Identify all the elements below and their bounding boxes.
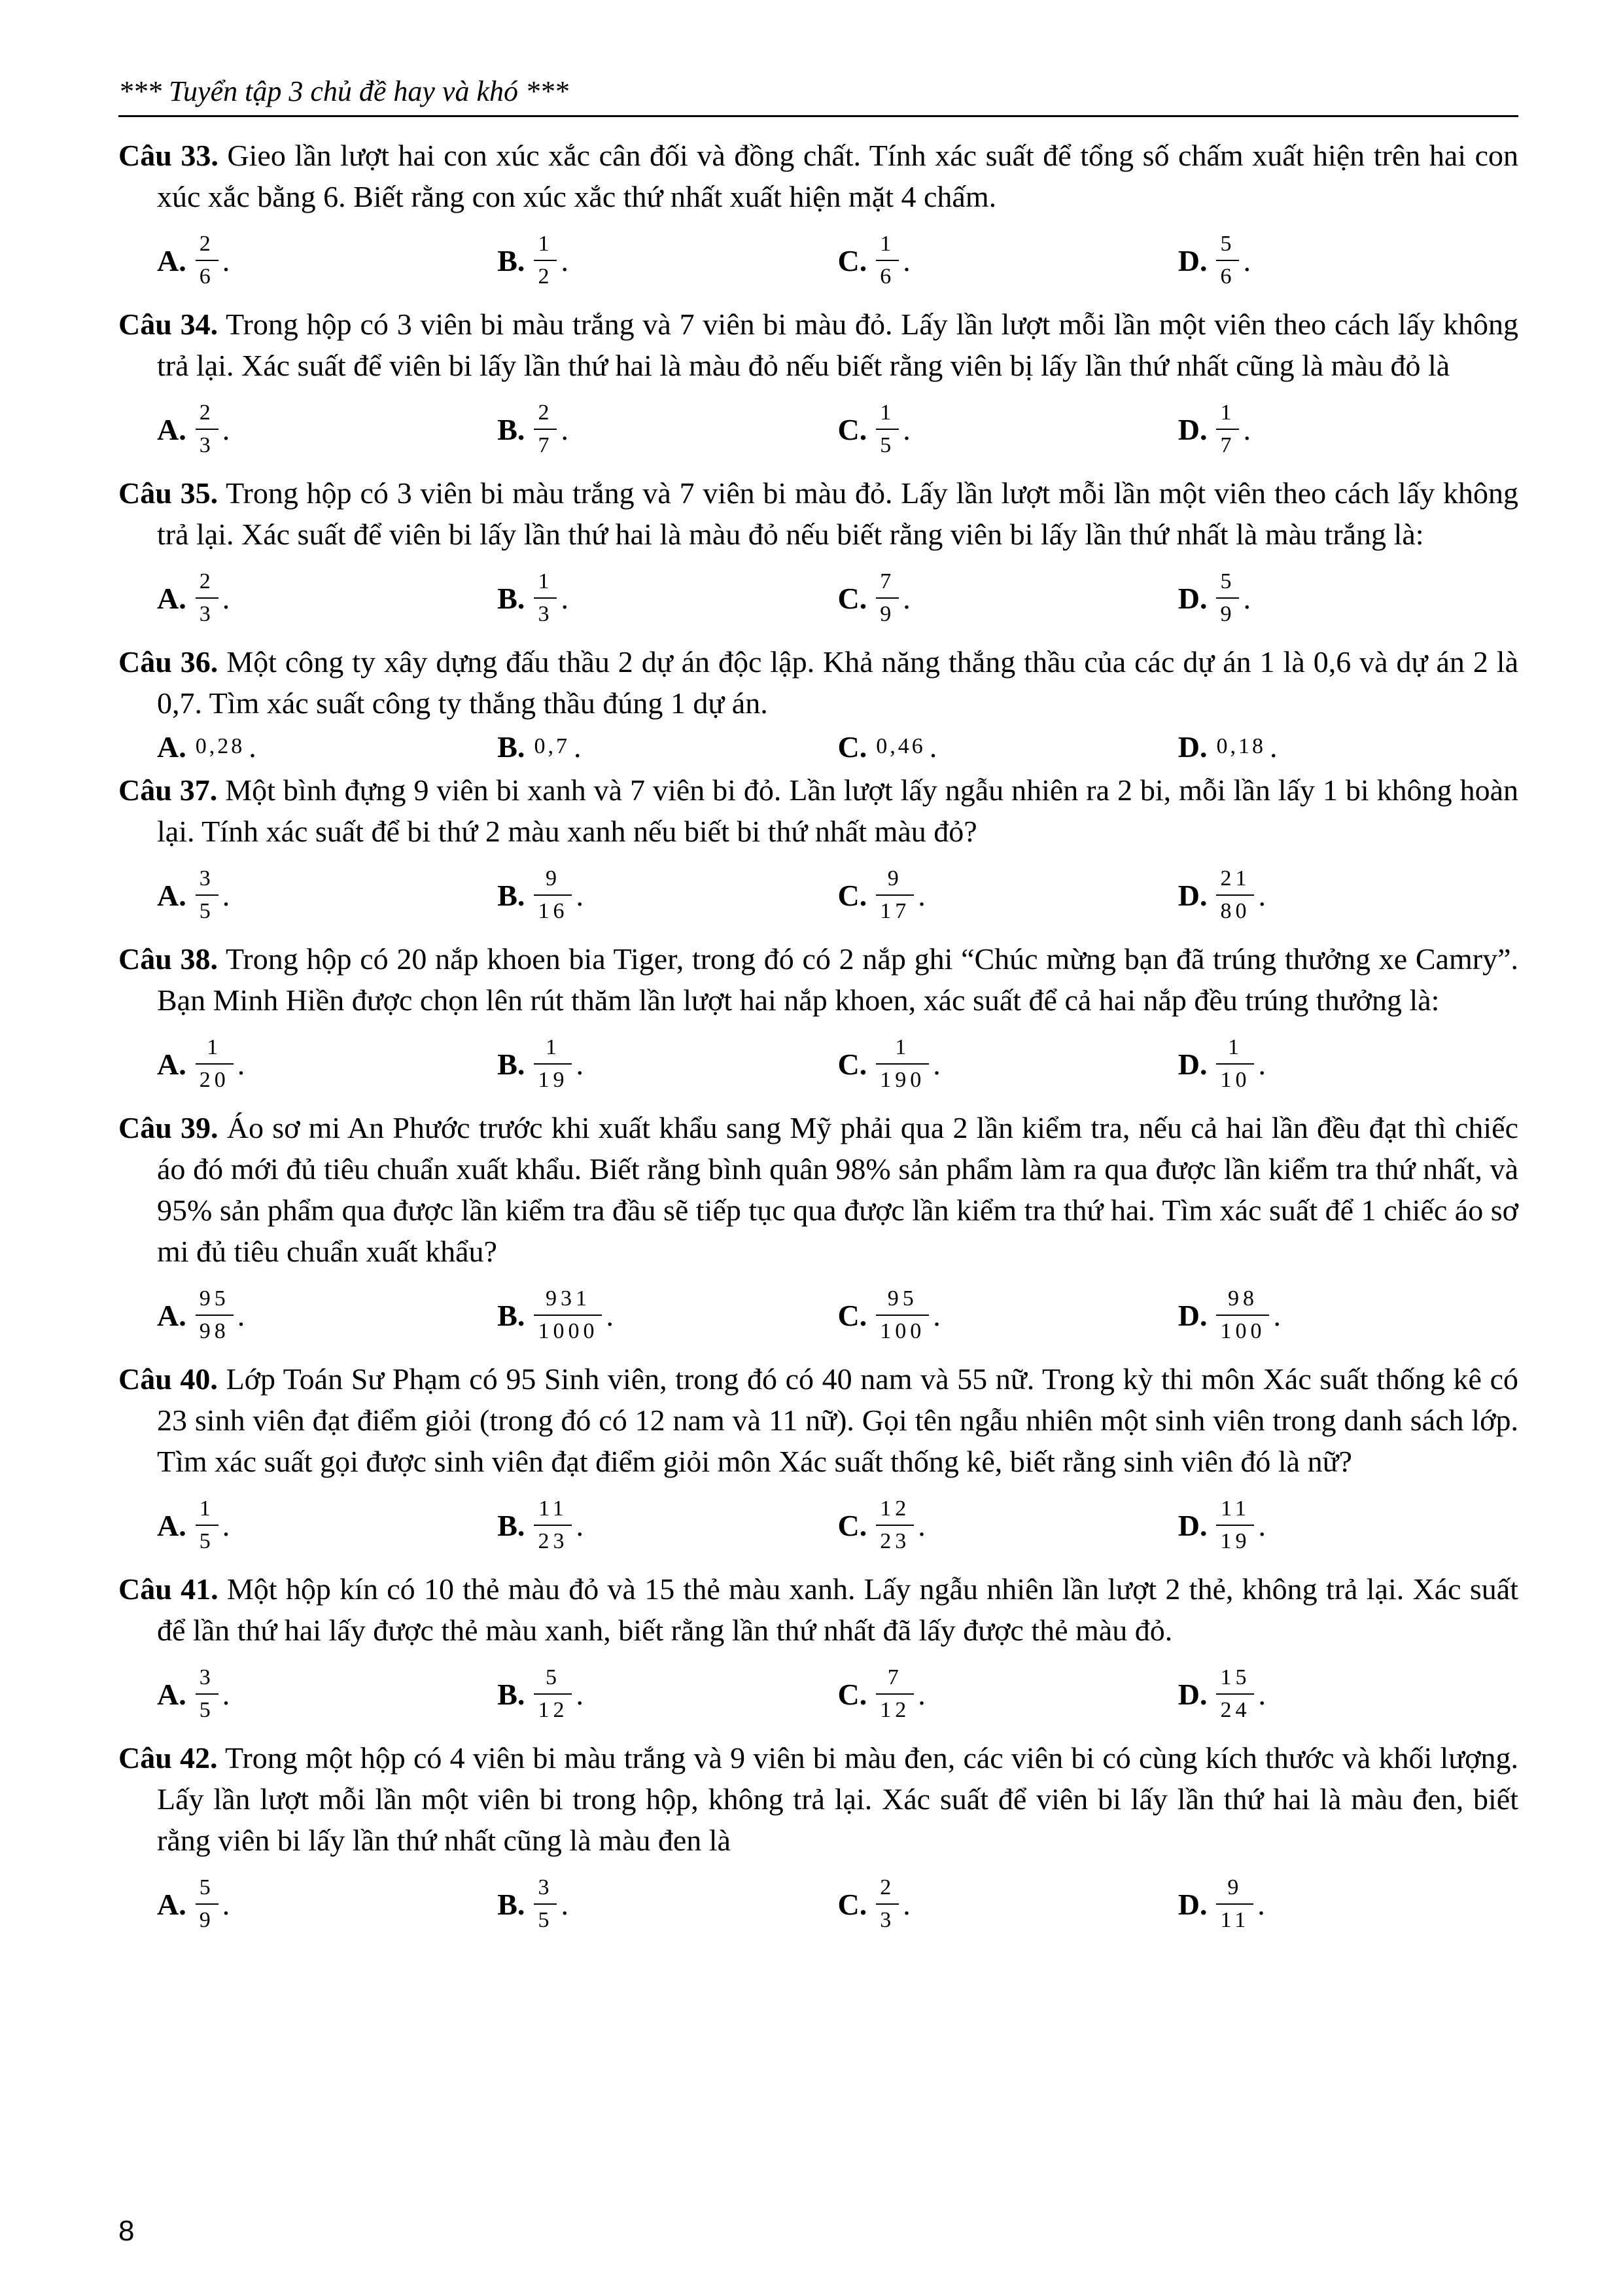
question-label: Câu 39. xyxy=(118,1111,218,1144)
fraction xyxy=(876,866,914,925)
option-end-mark: . xyxy=(561,581,568,615)
option-end-mark: . xyxy=(576,1047,584,1081)
fraction-denominator: 7 xyxy=(534,429,557,459)
option-end-mark: . xyxy=(222,243,230,277)
fraction-numerator: 5 xyxy=(199,1875,215,1899)
answer-option xyxy=(157,1875,497,1934)
option-end-mark: . xyxy=(222,581,230,615)
question-text xyxy=(118,472,1518,555)
question-label: Câu 37. xyxy=(118,773,218,807)
option-letter: B. xyxy=(497,412,525,446)
option-end-mark: . xyxy=(929,730,937,764)
fraction-numerator: 21 xyxy=(1220,866,1251,891)
answer-options xyxy=(118,1651,1518,1737)
fraction-denominator: 5 xyxy=(196,1693,218,1723)
fraction-denominator: 6 xyxy=(876,260,899,290)
question-label: Câu 35. xyxy=(118,476,218,510)
question-block xyxy=(118,938,1518,1107)
fraction-denominator: 190 xyxy=(876,1063,929,1093)
fraction-numerator: 1 xyxy=(538,232,553,256)
answer-options xyxy=(118,386,1518,472)
fraction-denominator: 2 xyxy=(534,260,557,290)
fraction-numerator: 1 xyxy=(545,1035,561,1059)
question-label: Câu 42. xyxy=(118,1741,218,1775)
fraction xyxy=(1216,1034,1254,1093)
option-letter: B. xyxy=(497,243,525,277)
fraction-numerator: 5 xyxy=(1220,569,1236,593)
question-body: Gieo lần lượt hai con xúc xắc cân đối và đồng chất. Tính xác suất để tổng số chấm xuất hiện trên hai con xúc xắc bằng 6. Biết rằng con xúc xắc thứ nhất xuất hiện mặt 4 chấm. xyxy=(157,139,1518,213)
option-letter: B. xyxy=(497,878,525,912)
option-letter: A. xyxy=(157,1508,186,1542)
option-end-mark: . xyxy=(237,1298,245,1332)
fraction-numerator: 1 xyxy=(207,1035,222,1059)
fraction xyxy=(196,1665,218,1723)
option-letter: B. xyxy=(497,1677,525,1711)
option-end-mark: . xyxy=(222,412,230,446)
fraction-numerator: 2 xyxy=(199,569,215,593)
option-letter: C. xyxy=(837,581,867,615)
option-end-mark: . xyxy=(561,412,568,446)
question-text xyxy=(118,641,1518,724)
option-letter: A. xyxy=(157,412,186,446)
question-label: Câu 36. xyxy=(118,645,218,679)
option-letter: B. xyxy=(497,1508,525,1542)
fraction-numerator: 931 xyxy=(545,1286,591,1311)
fraction-denominator: 3 xyxy=(534,597,557,627)
question-body: Một hộp kín có 10 thẻ màu đỏ và 15 thẻ màu xanh. Lấy ngẫu nhiên lần lượt 2 thẻ, không trả lại. Xác suất để lần thứ hai lấy được thẻ màu xanh, biết rằng lần thứ nhất đã lấy được thẻ màu đỏ. xyxy=(157,1572,1518,1647)
option-end-mark: . xyxy=(573,730,582,764)
answer-option xyxy=(838,1286,1178,1345)
fraction xyxy=(876,1286,929,1345)
option-end-mark: . xyxy=(237,1047,245,1081)
fraction xyxy=(196,231,218,290)
fraction-denominator: 98 xyxy=(196,1315,234,1345)
option-end-mark: . xyxy=(1243,412,1251,446)
fraction-numerator: 2 xyxy=(538,400,553,425)
option-end-mark: . xyxy=(1273,1298,1281,1332)
fraction-numerator: 1 xyxy=(880,232,896,256)
fraction-numerator: 1 xyxy=(1227,1035,1243,1059)
fraction-numerator: 15 xyxy=(1220,1665,1251,1689)
fraction-numerator: 95 xyxy=(887,1286,918,1311)
fraction xyxy=(1216,1496,1254,1555)
answer-option xyxy=(497,231,837,290)
answer-option xyxy=(838,1496,1178,1555)
answer-option xyxy=(1178,866,1518,925)
option-end-mark: . xyxy=(1258,1677,1266,1711)
option-end-mark: . xyxy=(1258,1047,1266,1081)
fraction-numerator: 9 xyxy=(1227,1875,1243,1899)
option-end-mark: . xyxy=(1258,878,1266,912)
fraction xyxy=(876,1496,914,1555)
fraction-denominator: 5 xyxy=(534,1903,557,1934)
question-text xyxy=(118,1737,1518,1861)
fraction xyxy=(1216,400,1239,459)
fraction-denominator: 5 xyxy=(876,429,899,459)
answer-option xyxy=(157,1034,497,1093)
fraction xyxy=(876,1875,899,1934)
answer-option xyxy=(157,231,497,290)
fraction-numerator: 3 xyxy=(199,1665,215,1689)
option-letter: C. xyxy=(837,730,867,764)
fraction-numerator: 5 xyxy=(545,1665,561,1689)
fraction-denominator: 80 xyxy=(1216,894,1254,925)
answer-options xyxy=(118,1482,1518,1568)
option-end-mark: . xyxy=(1258,1508,1266,1542)
fraction-numerator: 1 xyxy=(1220,400,1236,425)
fraction-numerator: 5 xyxy=(1220,232,1236,256)
fraction xyxy=(1216,569,1239,627)
fraction xyxy=(1216,1875,1253,1934)
fraction-numerator: 1 xyxy=(880,400,896,425)
option-end-mark: . xyxy=(249,730,256,764)
fraction-denominator: 19 xyxy=(1216,1525,1254,1555)
fraction-denominator: 16 xyxy=(534,894,572,925)
option-letter: D. xyxy=(1178,878,1208,912)
fraction xyxy=(876,569,899,627)
option-letter: B. xyxy=(497,581,525,615)
question-body: Một công ty xây dựng đấu thầu 2 dự án độc lập. Khả năng thắng thầu của các dự án 1 là 0,6 và dự án 2 là 0,7. Tìm xác suất công ty thắng thầu đúng 1 dự án. xyxy=(157,645,1518,720)
fraction-numerator: 1 xyxy=(538,569,553,593)
question-block xyxy=(118,641,1518,769)
answer-option xyxy=(157,1665,497,1723)
option-letter: A. xyxy=(157,878,186,912)
option-end-mark: . xyxy=(933,1047,941,1081)
option-letter: A. xyxy=(157,581,186,615)
fraction-denominator: 9 xyxy=(1216,597,1239,627)
fraction-denominator: 6 xyxy=(1216,260,1239,290)
question-label: Câu 34. xyxy=(118,308,218,341)
answer-option xyxy=(1178,1875,1518,1934)
option-letter: C. xyxy=(837,1508,867,1542)
question-text xyxy=(118,1358,1518,1482)
option-letter: D. xyxy=(1178,730,1208,764)
question-body: Trong hộp có 3 viên bi màu trắng và 7 viên bi màu đỏ. Lấy lần lượt mỗi lần một viên theo cách lấy không trả lại. Xác suất để viên bi lấy lần thứ hai là màu đỏ nếu biết rằng viên bị lấy lần thứ nhất cũng là màu đỏ là xyxy=(157,308,1518,382)
answer-option xyxy=(1178,1496,1518,1555)
answer-option xyxy=(497,1665,837,1723)
answer-option xyxy=(497,1875,837,1934)
answer-option xyxy=(497,400,837,459)
fraction-numerator: 1 xyxy=(895,1035,911,1059)
answer-option xyxy=(497,730,837,764)
answer-option xyxy=(1178,1665,1518,1723)
option-letter: A. xyxy=(157,1298,186,1332)
option-end-mark: . xyxy=(1269,730,1278,764)
fraction-numerator: 9 xyxy=(545,866,561,891)
question-text xyxy=(118,304,1518,386)
option-letter: D. xyxy=(1178,1887,1208,1921)
option-letter: D. xyxy=(1178,581,1208,615)
option-letter: D. xyxy=(1178,243,1208,277)
question-label: Câu 33. xyxy=(118,139,218,172)
option-end-mark: . xyxy=(576,1508,584,1542)
question-body: Một bình đựng 9 viên bi xanh và 7 viên bi đỏ. Lần lượt lấy ngẫu nhiên ra 2 bi, mỗi lần lấy 1 bi không hoàn lại. Tính xác suất để bi thứ 2 màu xanh nếu biết bi thứ nhất màu đỏ? xyxy=(157,773,1518,848)
fraction-denominator: 3 xyxy=(196,597,218,627)
fraction-numerator: 11 xyxy=(1221,1496,1250,1521)
question-block xyxy=(118,769,1518,938)
option-letter: C. xyxy=(837,412,867,446)
option-letter: A. xyxy=(157,1677,186,1711)
fraction-numerator: 11 xyxy=(538,1496,568,1521)
answer-options xyxy=(118,852,1518,938)
fraction-numerator: 2 xyxy=(199,232,215,256)
option-letter: C. xyxy=(837,1047,867,1081)
fraction-denominator: 10 xyxy=(1216,1063,1254,1093)
answer-option xyxy=(838,1875,1178,1934)
answer-options xyxy=(118,1272,1518,1358)
question-text xyxy=(118,1107,1518,1272)
page-number: 8 xyxy=(118,2215,135,2247)
question-list xyxy=(118,135,1518,1947)
fraction xyxy=(876,1665,914,1723)
question-label: Câu 38. xyxy=(118,942,218,976)
option-end-mark: . xyxy=(606,1298,614,1332)
question-block xyxy=(118,1358,1518,1568)
fraction-numerator: 3 xyxy=(199,866,215,891)
fraction-denominator: 5 xyxy=(196,894,218,925)
option-letter: B. xyxy=(497,1887,525,1921)
fraction-numerator: 7 xyxy=(887,1665,903,1689)
option-letter: A. xyxy=(157,1047,186,1081)
option-end-mark: . xyxy=(933,1298,941,1332)
answer-option xyxy=(1178,569,1518,627)
fraction xyxy=(534,866,572,925)
answer-option xyxy=(157,1496,497,1555)
fraction xyxy=(196,400,218,459)
question-text xyxy=(118,938,1518,1021)
option-end-mark: . xyxy=(903,1887,911,1921)
option-value: 0,28 xyxy=(195,734,245,758)
fraction-numerator: 3 xyxy=(538,1875,553,1899)
fraction xyxy=(196,1875,218,1934)
question-text xyxy=(118,135,1518,217)
fraction-denominator: 3 xyxy=(876,1903,899,1934)
question-body: Lớp Toán Sư Phạm có 95 Sinh viên, trong đó có 40 nam và 55 nữ. Trong kỳ thi môn Xác suất thống kê có 23 sinh viên đạt điểm giỏi (trong đó có 12 nam và 11 nữ). Gọi tên ngẫu nhiên một sinh viên trong danh sách lớp. Tìm xác suất gọi được sinh viên đạt điểm giỏi môn Xác suất thống kê, biết rằng sinh viên đó là nữ? xyxy=(157,1362,1518,1478)
option-end-mark: . xyxy=(222,1887,230,1921)
option-letter: C. xyxy=(837,878,867,912)
answer-option xyxy=(157,569,497,627)
option-letter: C. xyxy=(837,243,867,277)
fraction xyxy=(534,400,557,459)
fraction-numerator: 98 xyxy=(1227,1286,1258,1311)
option-letter: C. xyxy=(837,1887,867,1921)
fraction-denominator: 6 xyxy=(196,260,218,290)
question-block xyxy=(118,472,1518,641)
answer-option xyxy=(157,1286,497,1345)
option-end-mark: . xyxy=(903,581,911,615)
answer-option xyxy=(1178,730,1518,764)
question-block xyxy=(118,1737,1518,1947)
fraction xyxy=(196,1034,234,1093)
option-letter: C. xyxy=(837,1298,867,1332)
fraction-denominator: 12 xyxy=(534,1693,572,1723)
answer-option xyxy=(497,569,837,627)
fraction-denominator: 100 xyxy=(1216,1315,1269,1345)
fraction xyxy=(534,569,557,627)
option-end-mark: . xyxy=(222,1677,230,1711)
fraction-denominator: 100 xyxy=(876,1315,929,1345)
option-letter: D. xyxy=(1178,1047,1208,1081)
question-text xyxy=(118,1568,1518,1651)
option-end-mark: . xyxy=(561,243,568,277)
fraction xyxy=(1216,231,1239,290)
question-block xyxy=(118,1568,1518,1737)
fraction-denominator: 5 xyxy=(196,1525,218,1555)
answer-option xyxy=(1178,1286,1518,1345)
answer-option xyxy=(497,1496,837,1555)
answer-option xyxy=(1178,1034,1518,1093)
option-letter: D. xyxy=(1178,1677,1208,1711)
fraction-denominator: 12 xyxy=(876,1693,914,1723)
option-end-mark: . xyxy=(903,243,911,277)
fraction xyxy=(196,1286,234,1345)
option-end-mark: . xyxy=(1243,581,1251,615)
answer-option xyxy=(838,730,1178,764)
fraction xyxy=(196,569,218,627)
option-letter: B. xyxy=(497,1298,525,1332)
option-end-mark: . xyxy=(576,1677,584,1711)
question-block xyxy=(118,1107,1518,1358)
fraction-numerator: 2 xyxy=(880,1875,896,1899)
answer-option xyxy=(157,400,497,459)
fraction xyxy=(534,231,557,290)
answer-option xyxy=(1178,231,1518,290)
fraction xyxy=(534,1034,572,1093)
question-body: Trong hộp có 3 viên bi màu trắng và 7 viên bi màu đỏ. Lấy lần lượt mỗi lần một viên theo cách lấy không trả lại. Xác suất để viên bi lấy lần thứ hai là màu đỏ nếu biết rằng viên bi lấy lần thứ nhất là màu trắng là: xyxy=(157,476,1518,551)
answer-options xyxy=(118,1861,1518,1947)
option-letter: A. xyxy=(157,243,186,277)
option-end-mark: . xyxy=(903,412,911,446)
question-block xyxy=(118,304,1518,472)
fraction-denominator: 23 xyxy=(534,1525,572,1555)
question-text xyxy=(118,769,1518,852)
answer-option xyxy=(157,866,497,925)
fraction-denominator: 24 xyxy=(1216,1693,1254,1723)
fraction-numerator: 9 xyxy=(887,866,903,891)
option-letter: D. xyxy=(1178,1298,1208,1332)
question-body: Trong một hộp có 4 viên bi màu trắng và 9 viên bi màu đen, các viên bi có cùng kích thước và khối lượng. Lấy lần lượt mỗi lần một viên bi trong hộp, không trả lại. Xác suất để viên bi lấy lần thứ hai là màu đen, biết rằng viên bi lấy lần thứ nhất cũng là màu đen là xyxy=(157,1741,1518,1857)
answer-option xyxy=(157,730,497,764)
fraction-denominator: 11 xyxy=(1216,1903,1253,1934)
option-end-mark: . xyxy=(1243,243,1251,277)
fraction xyxy=(876,1034,929,1093)
option-end-mark: . xyxy=(222,1508,230,1542)
fraction xyxy=(534,1286,602,1345)
option-letter: A. xyxy=(157,1887,186,1921)
answer-options xyxy=(118,555,1518,641)
page-header: *** Tuyển tập 3 chủ đề hay và khó *** xyxy=(118,73,1518,117)
fraction xyxy=(1216,1665,1254,1723)
answer-options xyxy=(118,724,1518,769)
fraction xyxy=(534,1496,572,1555)
option-letter: D. xyxy=(1178,412,1208,446)
option-value: 0,7 xyxy=(534,734,570,758)
fraction xyxy=(534,1665,572,1723)
option-value: 0,18 xyxy=(1216,734,1266,758)
fraction-denominator: 20 xyxy=(196,1063,234,1093)
fraction-numerator: 95 xyxy=(199,1286,230,1311)
option-end-mark: . xyxy=(918,1677,926,1711)
option-letter: B. xyxy=(497,730,525,764)
option-letter: C. xyxy=(837,1677,867,1711)
question-label: Câu 40. xyxy=(118,1362,218,1396)
fraction-numerator: 7 xyxy=(880,569,896,593)
answer-option xyxy=(497,866,837,925)
answer-option xyxy=(838,569,1178,627)
fraction xyxy=(196,866,218,925)
answer-option xyxy=(838,1665,1178,1723)
fraction-numerator: 2 xyxy=(199,400,215,425)
question-block xyxy=(118,135,1518,304)
option-end-mark: . xyxy=(918,878,926,912)
answer-option xyxy=(1178,400,1518,459)
fraction-numerator: 1 xyxy=(199,1496,215,1521)
fraction-denominator: 9 xyxy=(876,597,899,627)
option-end-mark: . xyxy=(576,878,584,912)
option-end-mark: . xyxy=(561,1887,568,1921)
option-letter: D. xyxy=(1178,1508,1208,1542)
answer-option xyxy=(838,400,1178,459)
fraction-denominator: 9 xyxy=(196,1903,218,1934)
fraction xyxy=(1216,1286,1269,1345)
fraction-denominator: 17 xyxy=(876,894,914,925)
answer-option xyxy=(497,1286,837,1345)
fraction-denominator: 19 xyxy=(534,1063,572,1093)
question-body: Trong hộp có 20 nắp khoen bia Tiger, trong đó có 2 nắp ghi “Chúc mừng bạn đã trúng thưởng xe Camry”. Bạn Minh Hiền được chọn lên rút thăm lần lượt hai nắp khoen, xác suất để cả hai nắp đều trúng thưởng là: xyxy=(157,942,1518,1017)
answer-option xyxy=(838,866,1178,925)
option-letter: B. xyxy=(497,1047,525,1081)
fraction-denominator: 7 xyxy=(1216,429,1239,459)
fraction xyxy=(534,1875,557,1934)
fraction-denominator: 3 xyxy=(196,429,218,459)
option-letter: A. xyxy=(157,730,186,764)
answer-option xyxy=(497,1034,837,1093)
question-body: Áo sơ mi An Phước trước khi xuất khẩu sang Mỹ phải qua 2 lần kiểm tra, nếu cả hai lần đều đạt thì chiếc áo đó mới đủ tiêu chuẩn xuất khẩu. Biết rằng bình quân 98% sản phẩm làm ra qua được lần kiểm tra thứ nhất, và 95% sản phẩm qua được lần kiểm tra đầu sẽ tiếp tục qua được lần kiểm tra thứ hai. Tìm xác suất để 1 chiếc áo sơ mi đủ tiêu chuẩn xuất khẩu? xyxy=(157,1111,1518,1268)
fraction xyxy=(196,1496,218,1555)
fraction-denominator: 23 xyxy=(876,1525,914,1555)
option-end-mark: . xyxy=(1257,1887,1265,1921)
answer-options xyxy=(118,217,1518,304)
fraction-numerator: 12 xyxy=(880,1496,911,1521)
answer-option xyxy=(838,1034,1178,1093)
fraction xyxy=(876,231,899,290)
fraction xyxy=(876,400,899,459)
question-label: Câu 41. xyxy=(118,1572,218,1606)
option-end-mark: . xyxy=(222,878,230,912)
answer-option xyxy=(838,231,1178,290)
option-value: 0,46 xyxy=(876,734,926,758)
option-end-mark: . xyxy=(918,1508,926,1542)
fraction-denominator: 1000 xyxy=(534,1315,602,1345)
fraction xyxy=(1216,866,1254,925)
answer-options xyxy=(118,1021,1518,1107)
